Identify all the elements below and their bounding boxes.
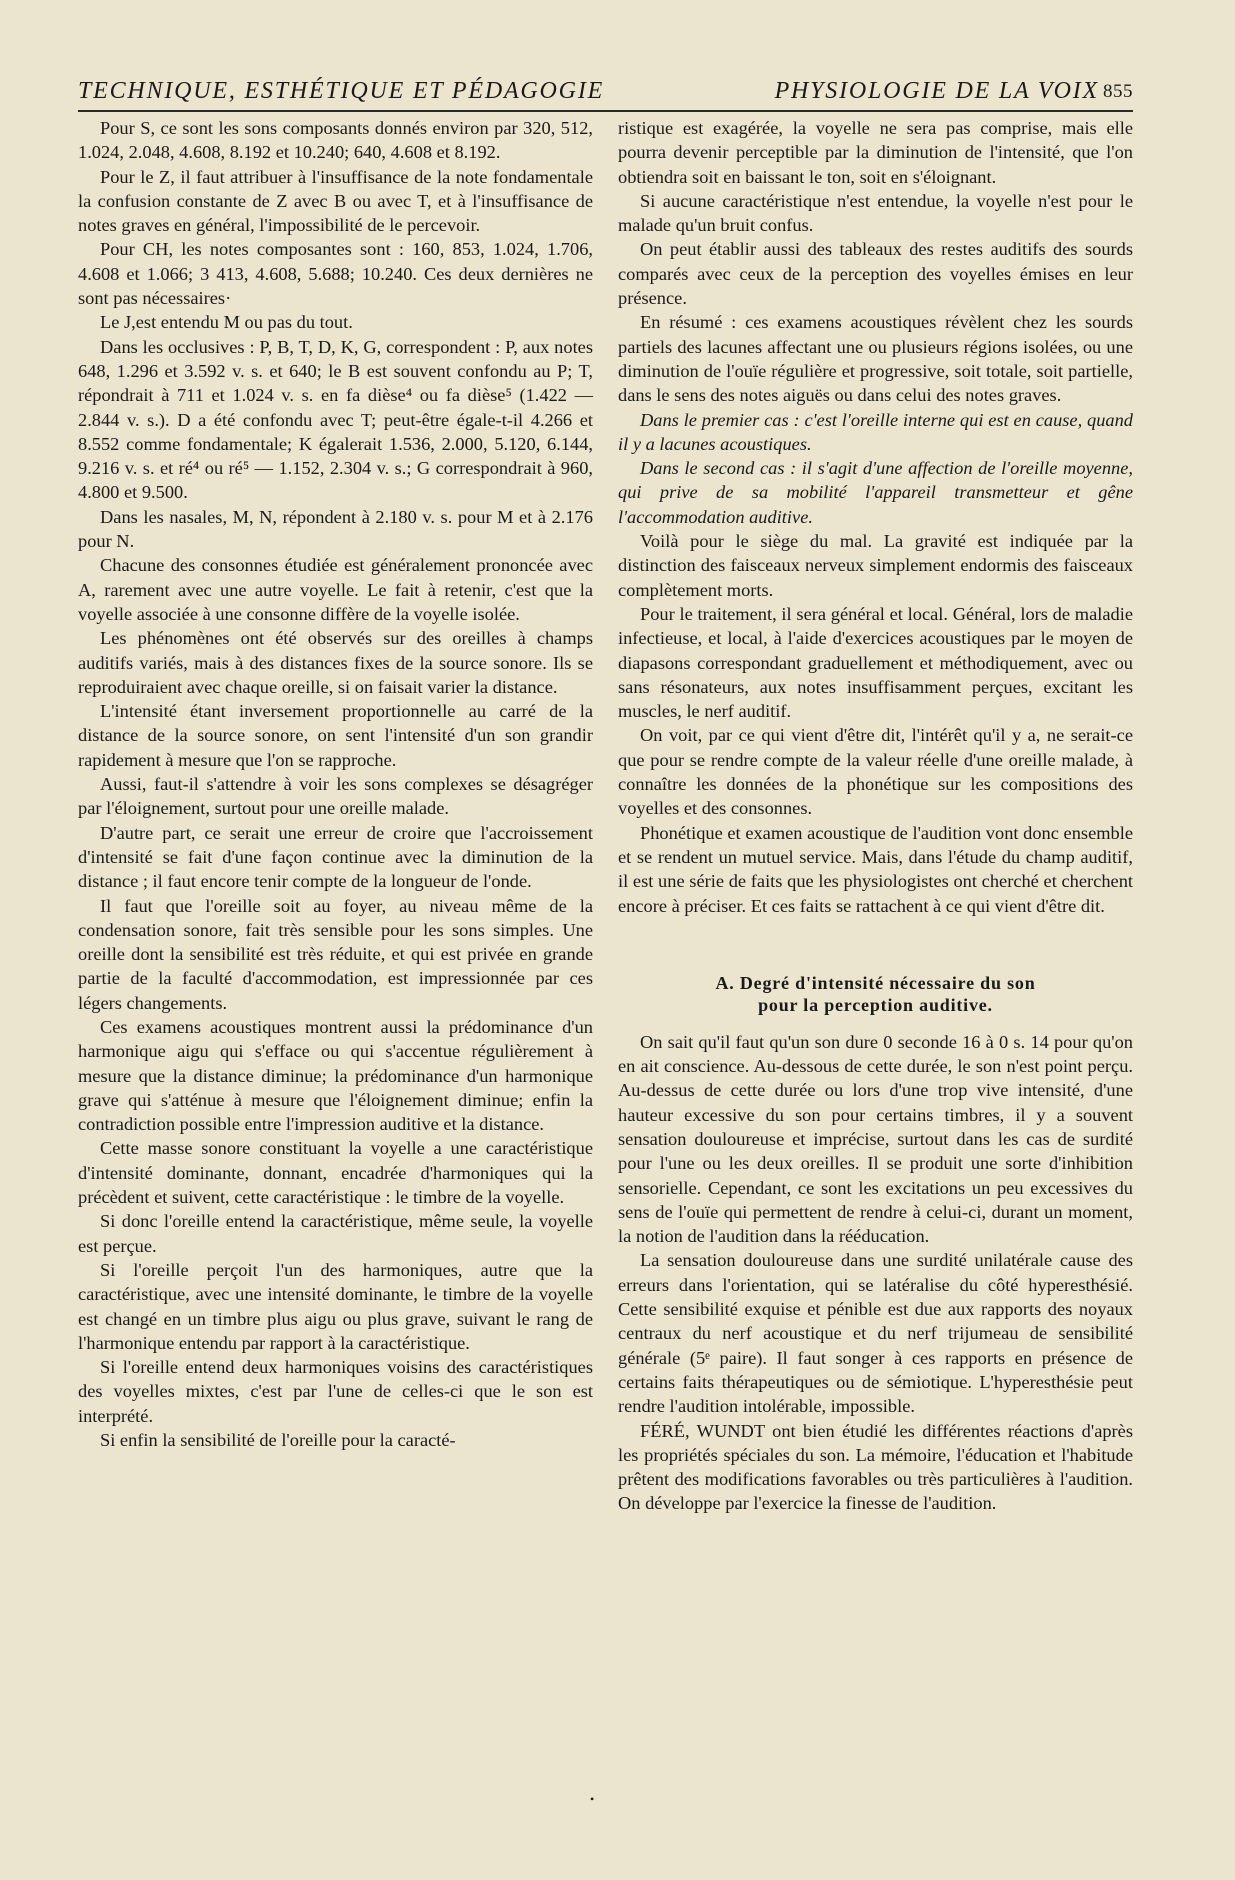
paragraph: L'intensité étant inversement proportionnelle au carré de la distance de la source sonore, on sent l'intensité d'un son grandir rapidement à mesure que l'on se rapproche.: [78, 701, 593, 770]
paragraph: Ces examens acoustiques montrent aussi la prédominance d'un harmonique aigu qui s'efface ou qui s'accentue régulièrement à mesure que la distance diminue; la prédominance d'un harmonique grave qui s'atténue à mesure que l'éloignement diminue; enfin la contradiction possible entre l'impression auditive et la distance.: [78, 1016, 593, 1135]
header-left-title: TECHNIQUE, ESTHÉTIQUE ET PÉDAGOGIE: [78, 78, 605, 104]
paragraph-summary: En résumé : ces examens acoustiques révèlent chez les sourds partiels des lacunes affectant une ou plusieurs régions isolées, ou une diminution de l'ouïe régulière et progressive, soit totale, soit partielle, dans le sens des notes aiguës ou dans celui des notes graves.: [618, 312, 1133, 406]
paragraph: Si enfin la sensibilité de l'oreille pour la caracté-: [100, 1430, 456, 1451]
paragraph: Pour le traitement, il sera général et local. Général, lors de maladie infectieuse, et local, à l'aide d'exercices acoustiques par le moyen de diapasons correspondant graduellement et méthodiquement, avec ou sans résonateurs, aux notes insuffisamment perçues, excitant les muscles, le nerf auditif.: [618, 603, 1133, 722]
section-title-line: A. Degré d'intensité nécessaire du son: [715, 972, 1036, 993]
paragraph: On sait qu'il faut qu'un son dure 0 seconde 16 à 0 s. 14 pour qu'on en ait conscience. Au-dessous de cette durée, le son n'est point perçu. Au-dessus de cette durée ou lors d'une trop vive intensité, d'une hauteur excessive du son pour certains timbres, il y a souvent sensation douloureuse et imprécise, surtout dans les cas de surdité pour l'une ou les deux oreilles. Il se produit une sorte d'inhibition sensorielle. Cependant, ce sont les excitations un peu excessives du sens de l'ouïe qui permettent de rendre à celui-ci, durant un moment, la notion de l'audition dans la rééducation.: [618, 1031, 1133, 1247]
paragraph: ristique est exagérée, la voyelle ne sera pas comprise, mais elle pourra devenir perceptible par la diminution de l'intensité, que l'on obtiendra soit en baissant le ton, soit en s'éloignant.: [618, 118, 1133, 187]
section-title-line: pour la perception auditive.: [758, 994, 993, 1015]
paragraph: Dans les nasales, M, N, répondent à 2.180 v. s. pour M et à 2.176 pour N.: [78, 506, 593, 552]
paragraph: Si donc l'oreille entend la caractéristique, même seule, la voyelle est perçue.: [78, 1211, 593, 1256]
paragraph-italic: Dans le second cas : il s'agit d'une affection de l'oreille moyenne, qui prive de sa mobilité l'appareil transmetteur et gêne l'accommodation auditive.: [618, 458, 1133, 527]
header-right-title: PHYSIOLOGIE DE LA VOIX: [774, 78, 1099, 104]
paragraph: Cette masse sonore constituant la voyelle a une caractéristique d'intensité dominante, donnant, encadrée d'harmoniques qui la précèdent et suivent, cette caractéristique : le timbre de la voyelle.: [78, 1138, 593, 1208]
left-column: [78, 116, 593, 1452]
paragraph-italic: Dans le premier cas : c'est l'oreille interne qui est en cause, quand il y a lacunes acoustiques.: [618, 409, 1133, 454]
paragraph: Pour le Z, il faut attribuer à l'insuffisance de la note fondamentale la confusion constante de Z avec B ou avec T, et à l'insuffisance de notes graves en général, l'impossibilité de le percevoir.: [78, 166, 593, 236]
paragraph: FÉRÉ, WUNDT ont bien étudié les différentes réactions d'après les propriétés spéciales du son. La mémoire, l'éducation et l'habitude prêtent des modifications favorables ou très particulières à l'audition. On développe par l'exercice la finesse de l'audition.: [618, 1420, 1133, 1514]
paragraph: Si l'oreille perçoit l'un des harmoniques, autre que la caractéristique, avec une intensité dominante, le timbre de la voyelle est changé en un timbre plus aigu ou plus grave, suivant le rang de l'harmonique entendu par rapport à la caractéristique.: [78, 1259, 593, 1353]
page-dot-mark: •: [590, 1792, 595, 1806]
page-number: 855: [1103, 81, 1133, 102]
paragraph: On voit, par ce qui vient d'être dit, l'intérêt qu'il y a, ne serait-ce que pour se rendre compte de la valeur réelle d'une oreille malade, à connaître les données de la phonétique sur les compositions des voyelles et des consonnes.: [618, 725, 1133, 819]
paragraph: Il faut que l'oreille soit au foyer, au niveau même de la condensation sonore, fait très sensible pour les sons simples. Une oreille dont la sensibilité est très réduite, et qui est privée en grande partie de la faculté d'accommodation, est impressionnée par ces légers changements.: [78, 895, 593, 1013]
paragraph: Les phénomènes ont été observés sur des oreilles à champs auditifs variés, mais à des distances fixes de la source sonore. Ils se reproduiraient avec chaque oreille, si on faisait varier la distance.: [78, 628, 593, 697]
running-header: [78, 78, 1133, 112]
paragraph: On peut établir aussi des tableaux des restes auditifs des sourds comparés avec ceux de la perception des voyelles émises en leur présence.: [618, 239, 1133, 309]
paragraph: Dans les occlusives : P, B, T, D, K, G, correspondent : P, aux notes 648, 1.296 et 3.592 v. s. et 640; le B est souvent confondu au P; T, répondrait à 711 et 1.024 v. s. en fa dièse⁴ ou fa dièse⁵ (1.422 — 2.844 v. s.). D a été confondu avec T; peut-être égale-t-il 4.266 et 8.552 comme fondamentale; K égalerait 1.536, 2.000, 5.120, 6.144, 9.216 v. s. et ré⁴ ou ré⁵ — 1.152, 2.304 v. s.; G correspondrait à 960, 4.800 et 9.500.: [78, 336, 593, 503]
paragraph: La sensation douloureuse dans une surdité unilatérale cause des erreurs dans l'orientation, qui se latéralise du côté hyperesthésié. Cette sensibilité exquise et pénible est due aux rapports des noyaux centraux du nerf acoustique et du nerf trijumeau de sensibilité générale (5ᵉ paire). Il faut songer à ces rapports en présence de certains faits thérapeutiques ou de sémiotique. L'hyperesthésie peut rendre l'audition intolérable, impossible.: [618, 1250, 1133, 1417]
paragraph: Chacune des consonnes étudiée est généralement prononcée avec A, rarement avec une autre voyelle. Le fait à retenir, c'est que la voyelle associée à une consonne diffère de la voyelle isolée.: [78, 555, 593, 624]
right-column: [618, 116, 1133, 1516]
paragraph: D'autre part, ce serait une erreur de croire que l'accroissement d'intensité se fait d'une façon continue avec la diminution de la distance ; il faut encore tenir compte de la longueur de l'onde.: [78, 822, 593, 892]
paragraph: Voilà pour le siège du mal. La gravité est indiquée par la distinction des faisceaux nerveux simplement endormis des faisceaux complètement morts.: [618, 531, 1133, 600]
paragraph: Pour CH, les notes composantes sont : 160, 853, 1.024, 1.706, 4.608 et 1.066; 3 413, 4.608, 5.688; 10.240. Ces deux dernières ne sont pas nécessaires·: [78, 239, 593, 309]
paragraph: Si aucune caractéristique n'est entendue, la voyelle n'est pour le malade qu'un bruit confus.: [618, 190, 1133, 236]
paragraph: Aussi, faut-il s'attendre à voir les sons complexes se désagréger par l'éloignement, surtout pour une oreille malade.: [78, 774, 593, 819]
paragraph: Le J,est entendu M ou pas du tout.: [100, 312, 353, 333]
section-title: [618, 972, 1133, 1016]
paragraph: Phonétique et examen acoustique de l'audition vont donc ensemble et se rendent un mutuel service. Mais, dans l'étude du champ auditif, il est une série de faits que les physiologistes ont cherché et cherchent encore à préciser. Et ces faits se rattachent à ce qui vient d'être dit.: [618, 822, 1133, 916]
header-rule: [78, 110, 1133, 112]
paragraph: Pour S, ce sont les sons composants donnés environ par 320, 512, 1.024, 2.048, 4.608, 8.192 et 10.240; 640, 4.608 et 8.192.: [78, 118, 593, 163]
paragraph: Si l'oreille entend deux harmoniques voisins des caractéristiques des voyelles mixtes, c'est par l'une de celles-ci que le son est interprété.: [78, 1357, 593, 1426]
